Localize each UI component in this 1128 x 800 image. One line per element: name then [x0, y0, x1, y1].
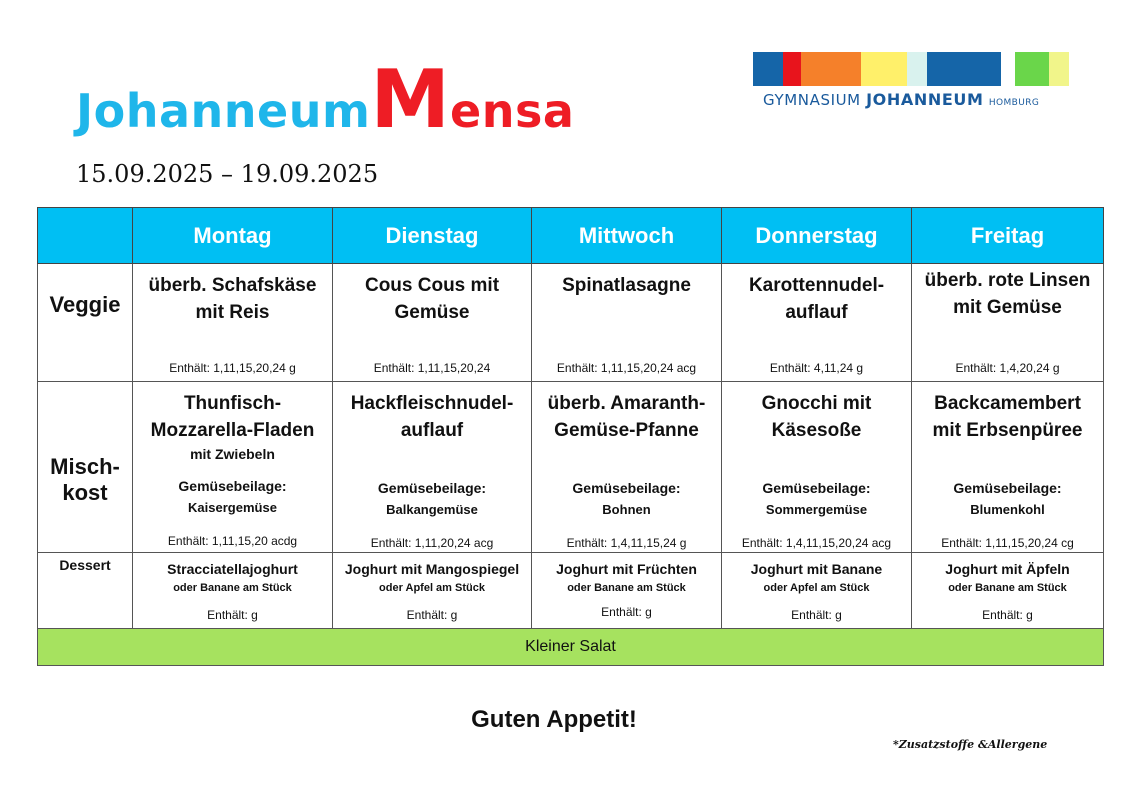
page-title	[76, 53, 575, 150]
logo-text	[763, 90, 1069, 109]
allergen-info: Enthält: 1,11,15,20,24 g	[169, 361, 296, 375]
logo-stripe	[1015, 52, 1049, 86]
side-dish: Bohnen	[602, 502, 651, 517]
side-dish: Kaisergemüse	[188, 500, 277, 515]
veggie-cell-mittwoch	[532, 264, 722, 382]
allergen-info: Enthält: 1,11,15,20,24 acg	[556, 361, 697, 375]
allergen-info: Enthält: g	[207, 608, 258, 622]
logo-school: GYMNASIUM	[763, 91, 861, 109]
dessert-row	[38, 553, 1104, 629]
allergen-info: Enthält: 1,4,11,15,20,24 acg	[741, 536, 892, 550]
salad-cell: Kleiner Salat	[38, 629, 1104, 666]
logo-name: JOHANNEUM	[866, 90, 984, 109]
dish-name: überb. Amaranth- Gemüse-Pfanne	[547, 393, 706, 441]
mischkost-row	[38, 382, 1104, 553]
dish-name: Backcamembert mit Erbsenpüree	[932, 393, 1083, 441]
dessert-name: Stracciatellajoghurt	[167, 561, 298, 577]
dessert-cell-freitag	[912, 553, 1104, 629]
dessert-cell-mittwoch	[532, 553, 722, 629]
dessert-cell-donnerstag	[722, 553, 912, 629]
day-header-mittwoch: Mittwoch	[532, 208, 722, 264]
dish-name: Thunfisch- Mozzarella-Fladen	[150, 393, 315, 441]
logo-stripe	[783, 52, 801, 86]
side-dish-label: Gemüsebeilage:	[953, 480, 1062, 496]
row-label-mischkost: Misch- kost	[38, 382, 133, 553]
side-dish-label: Gemüsebeilage:	[762, 480, 871, 496]
corner-cell	[38, 208, 133, 264]
dish-name: Spinatlasagne	[562, 275, 691, 296]
veggie-row	[38, 264, 1104, 382]
allergen-info: Enthält: 4,11,24 g	[769, 361, 864, 375]
allergen-info: Enthält: 1,11,20,24 acg	[370, 536, 494, 550]
title-part-m: M	[370, 53, 450, 146]
dish-name: Hackfleischnudel- auflauf	[350, 393, 514, 441]
allergen-info: Enthält: 1,4,11,15,24 g	[566, 536, 687, 550]
side-dish-label: Gemüsebeilage:	[178, 478, 287, 494]
allergen-info: Enthält: 1,11,15,20 acdg	[167, 534, 298, 548]
allergen-info: Enthält: g	[406, 608, 458, 622]
date-range: 15.09.2025 – 19.09.2025	[76, 160, 379, 188]
dessert-alternative: oder Banane am Stück	[948, 582, 1067, 594]
dessert-cell-dienstag	[333, 553, 532, 629]
dessert-name: Joghurt mit Mangospiegel	[344, 561, 520, 577]
logo-stripe	[1049, 52, 1069, 86]
allergen-info: Enthält: 1,4,20,24 g	[955, 361, 1060, 375]
menu-table	[37, 207, 1104, 666]
allergen-info: Enthält: 1,11,15,20,24	[373, 361, 491, 375]
veggie-cell-freitag	[912, 264, 1104, 382]
dessert-name: Joghurt mit Banane	[750, 561, 883, 577]
dessert-name: Joghurt mit Früchten	[556, 561, 697, 577]
title-part-johanneum: Johanneum	[76, 84, 371, 138]
dish-extra: mit Zwiebeln	[190, 446, 275, 462]
allergen-info: Enthält: g	[791, 608, 842, 622]
days-header-row	[38, 208, 1104, 264]
logo-stripe	[861, 52, 907, 86]
mischkost-cell-dienstag	[333, 382, 532, 553]
school-logo	[753, 52, 1069, 109]
dessert-alternative: oder Apfel am Stück	[379, 582, 485, 594]
dessert-cell-montag	[133, 553, 333, 629]
salad-row	[38, 629, 1104, 666]
dish-name: Gnocchi mit Käsesoße	[761, 393, 872, 441]
mischkost-cell-freitag	[912, 382, 1104, 553]
logo-stripe	[907, 52, 927, 86]
dessert-name: Joghurt mit Äpfeln	[945, 561, 1070, 577]
side-dish-label: Gemüsebeilage:	[377, 480, 487, 496]
side-dish: Balkangemüse	[386, 502, 478, 517]
logo-stripe	[1001, 52, 1015, 86]
row-label-dessert: Dessert	[38, 553, 133, 629]
dish-name: überb. rote Linsen mit Gemüse	[924, 270, 1091, 318]
logo-city: HOMBURG	[988, 98, 1040, 108]
allergen-info: Enthält: g	[982, 608, 1033, 622]
veggie-cell-donnerstag	[722, 264, 912, 382]
dessert-alternative: oder Banane am Stück	[173, 582, 292, 594]
day-header-donnerstag: Donnerstag	[722, 208, 912, 264]
logo-stripe	[927, 52, 1001, 86]
allergen-info: Enthält: 1,11,15,20,24 cg	[941, 536, 1074, 550]
day-header-freitag: Freitag	[912, 208, 1104, 264]
mischkost-cell-mittwoch	[532, 382, 722, 553]
logo-stripe	[801, 52, 861, 86]
dish-name: Karottennudel- auflauf	[748, 275, 885, 323]
side-dish: Blumenkohl	[970, 502, 1045, 517]
mischkost-cell-montag	[133, 382, 333, 553]
allergen-info: Enthält: g	[601, 605, 652, 619]
logo-stripe	[753, 52, 783, 86]
row-label-veggie: Veggie	[38, 264, 133, 382]
dessert-alternative: oder Apfel am Stück	[763, 582, 870, 594]
day-header-montag: Montag	[133, 208, 333, 264]
side-dish-label: Gemüsebeilage:	[572, 480, 681, 496]
dish-name: Cous Cous mit Gemüse	[364, 275, 500, 323]
side-dish: Sommergemüse	[765, 502, 868, 517]
mischkost-cell-donnerstag	[722, 382, 912, 553]
dish-name: überb. Schafskäse mit Reis	[148, 275, 317, 323]
logo-color-bar	[753, 52, 1069, 86]
title-part-ensa: ensa	[450, 84, 575, 138]
allergen-footnote: *Zusatzstoffe &Allergene	[893, 738, 1048, 751]
veggie-cell-montag	[133, 264, 333, 382]
footer-greeting: Guten Appetit!	[471, 706, 637, 733]
dessert-alternative: oder Banane am Stück	[567, 582, 686, 594]
day-header-dienstag: Dienstag	[333, 208, 532, 264]
veggie-cell-dienstag	[333, 264, 532, 382]
